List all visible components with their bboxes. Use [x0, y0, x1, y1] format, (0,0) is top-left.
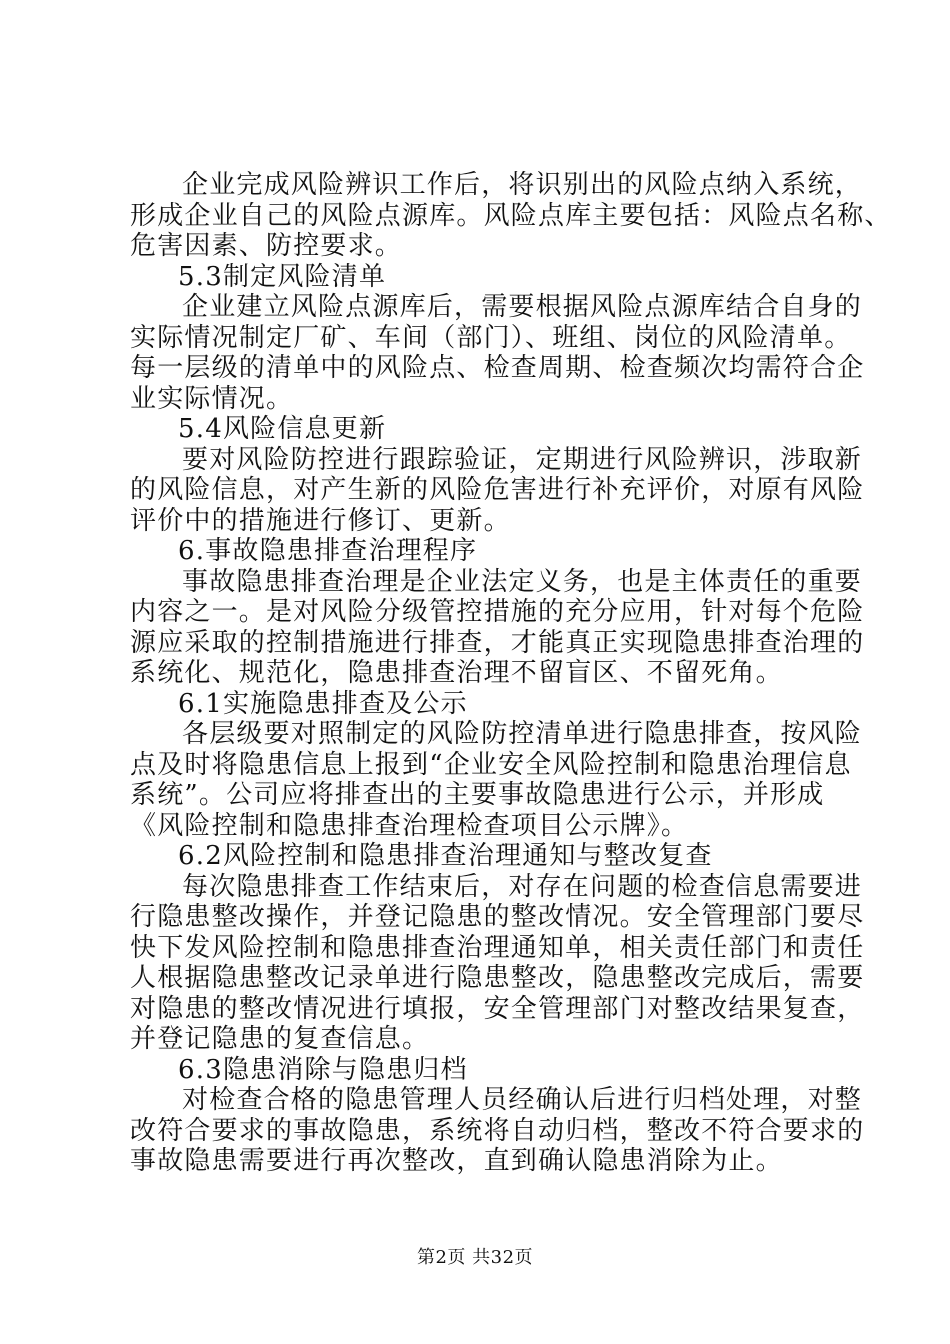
text-line: 人根据隐患整改记录单进行隐患整改，隐患整改完成后，需要	[130, 963, 865, 993]
text-line: 对检查合格的隐患管理人员经确认后进行归档处理，对整	[182, 1085, 863, 1115]
text-line: 并登记隐患的复查信息。	[130, 1024, 430, 1054]
section-heading: 5.3制定风险清单	[178, 261, 387, 292]
text-line: 《风险控制和隐患排查治理检查项目公示牌》。	[130, 810, 689, 841]
text-line: 内容之一。是对风险分级管控措施的充分应用，针对每个危险	[130, 597, 865, 627]
page-footer: 第2页 共32页	[416, 1247, 534, 1268]
text-line: 评价中的措施进行修订、更新。	[130, 505, 511, 536]
text-line: 企业完成风险辨识工作后，将识别出的风险点纳入系统，	[182, 170, 863, 200]
text-line: 源应采取的控制措施进行排查，才能真正实现隐患排查治理的	[130, 627, 865, 658]
text-line: 系统”。公司应将排查出的主要事故隐患进行公示，并形成	[130, 780, 825, 810]
text-line: 每次隐患排查工作结束后，对存在问题的检查信息需要进	[182, 871, 863, 902]
text-line: 事故隐患需要进行再次整改，直到确认隐患消除为止。	[130, 1146, 783, 1176]
text-line: 企业建立风险点源库后，需要根据风险点源库结合自身的	[182, 292, 863, 322]
text-line: 的风险信息，对产生新的风险危害进行补充评价，对原有风险	[130, 475, 865, 505]
text-line: 快下发风险控制和隐患排查治理通知单，相关责任部门和责任	[130, 932, 865, 963]
text-line: 危害因素、防控要求。	[130, 231, 403, 261]
text-line: 点及时将隐患信息上报到“企业安全风险控制和隐患治理信息	[130, 749, 852, 780]
section-heading: 5.4风险信息更新	[178, 414, 387, 444]
text-line: 行隐患整改操作，并登记隐患的整改情况。安全管理部门要尽	[130, 902, 865, 932]
text-line: 实际情况制定厂矿、车间（部门）、班组、岗位的风险清单。	[130, 322, 852, 353]
text-line: 每一层级的清单中的风险点、检查周期、检查频次均需符合企	[130, 353, 865, 383]
section-heading: 6.3隐患消除与隐患归档	[178, 1054, 468, 1085]
text-line: 各层级要对照制定的风险防控清单进行隐患排查，按风险	[182, 719, 863, 749]
text-line: 改符合要求的事故隐患，系统将自动归档，整改不符合要求的	[130, 1115, 865, 1146]
section-heading: 6.事故隐患排查治理程序	[178, 536, 478, 566]
section-heading: 6.2风险控制和隐患排查治理通知与整改复查	[178, 841, 713, 871]
text-line: 对隐患的整改情况进行填报，安全管理部门对整改结果复查，	[130, 993, 865, 1024]
text-line: 事故隐患排查治理是企业法定义务，也是主体责任的重要	[182, 566, 863, 597]
text-line: 系统化、规范化，隐患排查治理不留盲区、不留死角。	[130, 658, 783, 688]
text-line: 业实际情况。	[130, 383, 294, 414]
text-line: 形成企业自己的风险点源库。风险点库主要包括：风险点名称、	[130, 200, 892, 231]
document-body	[130, 170, 892, 1177]
text-line: 要对风险防控进行跟踪验证，定期进行风险辨识，涉取新	[182, 444, 863, 475]
section-heading: 6.1实施隐患排查及公示	[178, 688, 468, 719]
